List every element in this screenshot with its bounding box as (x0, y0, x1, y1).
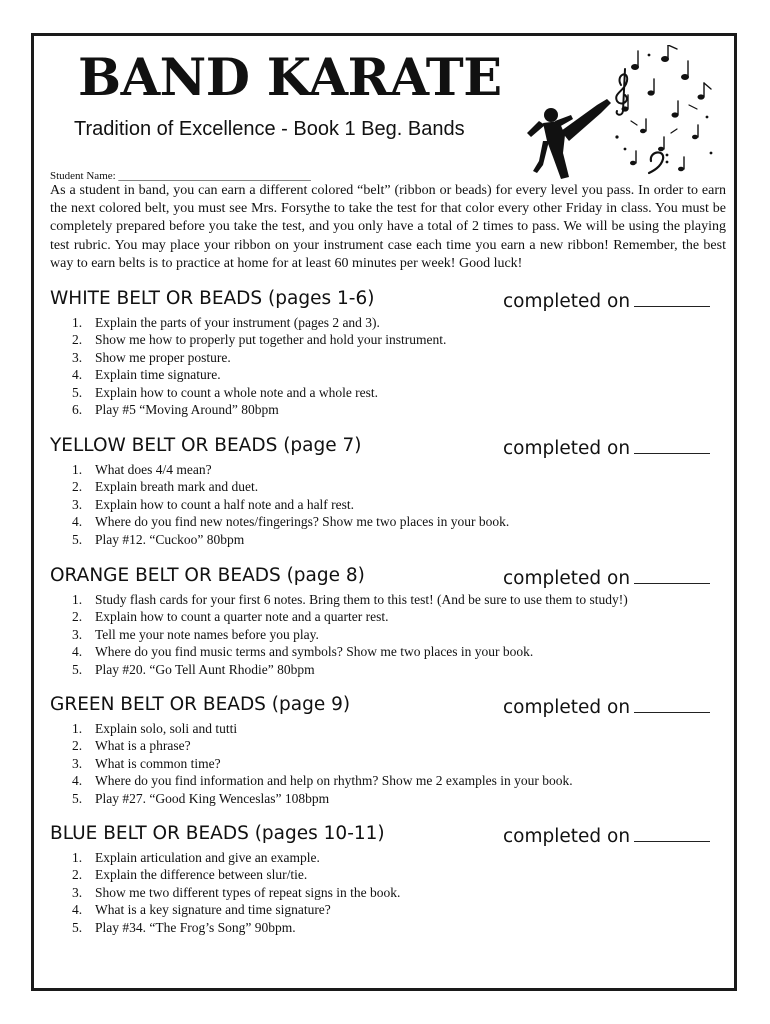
list-item (50, 661, 726, 678)
requirements-list (50, 720, 726, 807)
item-text: Explain time signature. (95, 367, 221, 383)
item-number: 3. (72, 626, 83, 642)
list-item (50, 737, 726, 754)
item-number: 4. (72, 644, 83, 660)
section-title: ORANGE BELT OR BEADS (page 8) (50, 565, 365, 586)
list-item (50, 755, 726, 772)
completed-label: completed on (503, 291, 631, 312)
item-text: Explain breath mark and duet. (95, 479, 259, 495)
item-number: 2. (72, 332, 83, 348)
item-number: 3. (72, 496, 83, 512)
page-title: BAND KARATE (78, 48, 502, 108)
list-item (50, 531, 726, 548)
completed-blank (634, 694, 710, 713)
item-number: 1. (72, 592, 83, 607)
list-item (50, 919, 726, 936)
list-item (50, 772, 726, 789)
item-number: 2. (72, 738, 83, 754)
list-item (50, 901, 726, 918)
list-item (50, 366, 726, 383)
item-text: Explain how to count a half note and a half rest. (95, 496, 355, 512)
completed-label: completed on (503, 438, 631, 459)
item-number: 1. (72, 721, 83, 736)
requirements-list (50, 461, 726, 548)
item-number: 1. (72, 850, 83, 865)
item-text: Explain solo, soli and tutti (95, 721, 238, 736)
requirements-list (50, 849, 726, 936)
section-title: GREEN BELT OR BEADS (page 9) (50, 694, 351, 715)
item-text: Show me two different types of repeat signs in the book. (95, 884, 401, 900)
list-item (50, 513, 726, 530)
intro-paragraph: As a student in band, you can earn a different colored “belt” (ribbon or beads) for every level you pass. In order to earn the next colored belt, you must see Mrs. Forsythe to take the test for that color every other Friday in class. You must be completely prepared before you take the test, and you only have a total of 2 times to pass. We will be using the playing test rubric. You may place your ribbon on your instrument case each time you earn a new ribbon! Remember, the best way to earn belts is to practice at home for at least 60 minutes per week! Good luck! (50, 183, 726, 271)
item-text: Play #5 “Moving Around” 80bpm (95, 402, 279, 418)
completed-on-field (503, 565, 710, 589)
item-number: 4. (72, 514, 83, 530)
completed-on-field (503, 288, 710, 312)
section-title: YELLOW BELT OR BEADS (page 7) (50, 435, 362, 456)
item-text: Where do you find music terms and symbols? Show me two places in your book. (95, 644, 534, 660)
student-name-field: Student Name: ___________________________________ (50, 170, 311, 182)
requirements-list (50, 314, 726, 418)
item-number: 4. (72, 773, 83, 789)
item-text: Where do you find new notes/fingerings? Show me two places in your book. (95, 514, 510, 530)
karate-kick-music-notes-icon (525, 45, 715, 180)
item-text: Explain the parts of your instrument (pages 2 and 3). (95, 315, 380, 330)
list-item (50, 591, 726, 608)
list-item (50, 314, 726, 331)
completed-on-field (503, 694, 710, 718)
section-title: BLUE BELT OR BEADS (pages 10-11) (50, 823, 385, 844)
list-item (50, 496, 726, 513)
item-text: What is common time? (95, 755, 221, 771)
item-text: Explain how to count a quarter note and a quarter rest. (95, 609, 389, 625)
section-title: WHITE BELT OR BEADS (pages 1-6) (50, 288, 375, 309)
completed-on-field (503, 823, 710, 847)
list-item (50, 720, 726, 737)
item-text: Show me proper posture. (95, 349, 231, 365)
item-number: 3. (72, 755, 83, 771)
list-item (50, 478, 726, 495)
completed-blank (634, 435, 710, 454)
requirements-list (50, 591, 726, 678)
page-subtitle: Tradition of Excellence - Book 1 Beg. Bands (74, 118, 465, 140)
item-text: Tell me your note names before you play. (95, 626, 319, 642)
section-green-belt (50, 694, 726, 807)
item-number: 2. (72, 479, 83, 495)
item-text: Play #27. “Good King Wenceslas” 108bpm (95, 790, 330, 806)
section-blue-belt (50, 823, 726, 936)
item-number: 5. (72, 919, 83, 935)
item-text: Where do you find information and help on rhythm? Show me 2 examples in your book. (95, 773, 573, 789)
completed-blank (634, 288, 710, 307)
item-text: Study flash cards for your first 6 notes. Bring them to this test! (And be sure to use them to study!) (95, 592, 628, 607)
item-number: 1. (72, 315, 83, 330)
list-item (50, 866, 726, 883)
item-text: Show me how to properly put together and hold your instrument. (95, 332, 447, 348)
section-yellow-belt (50, 435, 726, 548)
item-text: Explain the difference between slur/tie. (95, 867, 308, 883)
completed-label: completed on (503, 568, 631, 589)
item-text: Play #12. “Cuckoo” 80bpm (95, 531, 245, 547)
item-number: 3. (72, 884, 83, 900)
item-number: 4. (72, 367, 83, 383)
item-number: 2. (72, 609, 83, 625)
list-item (50, 643, 726, 660)
completed-blank (634, 823, 710, 842)
completed-on-field (503, 435, 710, 459)
item-number: 5. (72, 531, 83, 547)
list-item (50, 790, 726, 807)
completed-label: completed on (503, 826, 631, 847)
section-orange-belt (50, 565, 726, 678)
list-item (50, 461, 726, 478)
item-number: 5. (72, 384, 83, 400)
list-item (50, 626, 726, 643)
item-number: 4. (72, 902, 83, 918)
item-text: Play #34. “The Frog’s Song” 90bpm. (95, 919, 296, 935)
item-number: 1. (72, 462, 83, 477)
list-item (50, 401, 726, 418)
list-item (50, 884, 726, 901)
completed-label: completed on (503, 697, 631, 718)
list-item (50, 608, 726, 625)
completed-blank (634, 565, 710, 584)
list-item (50, 384, 726, 401)
item-number: 3. (72, 349, 83, 365)
item-text: What is a key signature and time signature? (95, 902, 331, 918)
item-number: 6. (72, 402, 83, 418)
list-item (50, 849, 726, 866)
list-item (50, 331, 726, 348)
item-text: Explain how to count a whole note and a whole rest. (95, 384, 379, 400)
item-text: What is a phrase? (95, 738, 191, 754)
item-number: 5. (72, 790, 83, 806)
item-number: 2. (72, 867, 83, 883)
section-white-belt (50, 288, 726, 418)
list-item (50, 349, 726, 366)
item-text: Explain articulation and give an example. (95, 850, 320, 865)
item-text: Play #20. “Go Tell Aunt Rhodie” 80bpm (95, 661, 315, 677)
item-text: What does 4/4 mean? (95, 462, 212, 477)
item-number: 5. (72, 661, 83, 677)
